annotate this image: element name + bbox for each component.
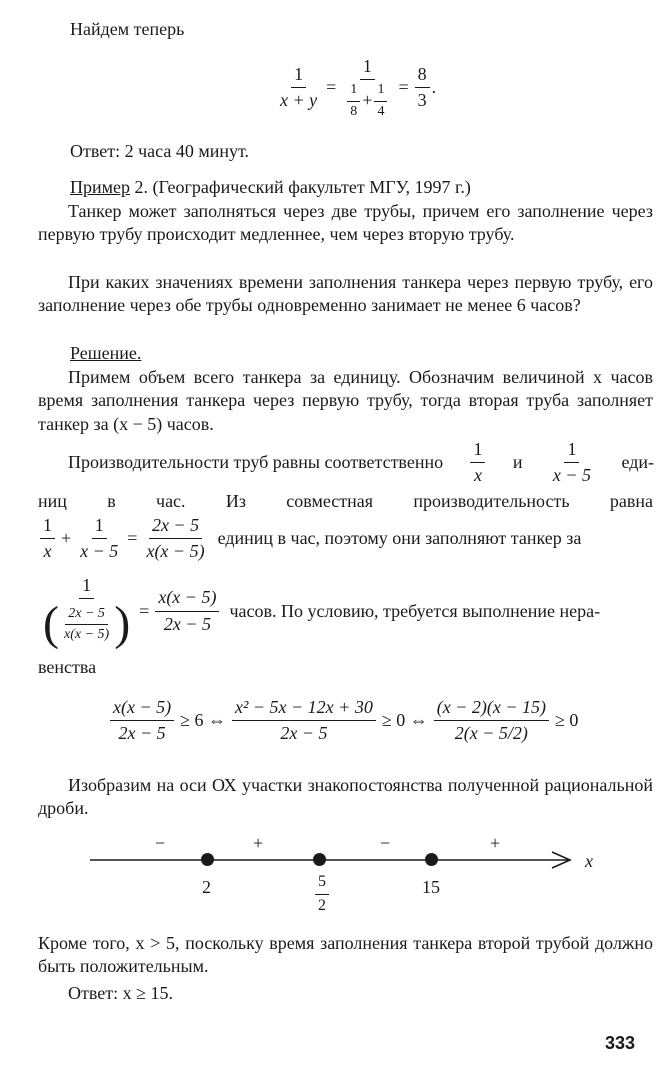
page-number: 333 xyxy=(605,1033,636,1053)
inequality-word: венства xyxy=(38,657,97,677)
point-label-5-2: $\frac{5}{2}$ xyxy=(313,872,331,917)
inequality-chain: $\frac{x(x - 5)}{2x - 5}$ ≥ 6 ⇔ $\frac{\text{x² − 5x − 12x + 30}}{2x - 5}$ ≥ 0 ⇔ $\frac{(x - 2)(x - 15)}{2(x - 5/2)}$ ≥ 0 xyxy=(108,696,582,746)
point-15 xyxy=(425,853,438,866)
axis-intro: Изобразим на оси ОХ участки знакопостоянства полученной рациональной дроби. xyxy=(38,775,653,819)
rates-line: Производительности труб равны соответственно $\frac{1}{x}$ и $\frac{1}{x - 5}$ еди- xyxy=(68,439,654,486)
time-line: 1 ( $\frac{2x - 5}{x(x - 5)}$ ) = $\frac{x(x - 5)}{2x - 5}$ часов. По условию, требуется выполнение нера- xyxy=(43,575,601,651)
example-paragraph-2: При каких значениях времени заполнения танкера через первую трубу, его заполнение через обе трубы одновременно занимает не менее 6 часов? xyxy=(38,272,653,316)
point-2 xyxy=(201,853,214,866)
sign-3: − xyxy=(380,833,391,853)
point-5-2 xyxy=(313,853,326,866)
conclusion-text: Кроме того, x > 5, поскольку время заполнения танкера второй трубой должно быть положительным. xyxy=(38,933,653,977)
equation-sum-rates: $\frac{1}{x + y}$ = 1 $\frac{1}{8}$ + $\frac{1}{4}$ = $\frac{8}{3}$ . xyxy=(280,56,437,119)
sign-2: + xyxy=(253,833,264,853)
axis-label: x xyxy=(585,851,593,871)
solution-label: Решение. xyxy=(70,343,142,363)
sign-1: − xyxy=(155,833,166,853)
answer-2: Ответ: x ≥ 15. xyxy=(68,983,173,1003)
point-label-2: 2 xyxy=(202,877,211,897)
number-line xyxy=(90,848,580,872)
sign-4: + xyxy=(490,833,501,853)
answer-1: Ответ: 2 часа 40 минут. xyxy=(70,141,250,161)
example-paragraph-1: Танкер может заполняться через две трубы, причем его заполнение через первую трубу происходит медленнее, чем через вторую трубу. xyxy=(38,201,653,245)
point-label-15: 15 xyxy=(422,877,440,897)
rates-line-2: ниц в час. Из совместная производительность равна xyxy=(38,491,653,511)
combined-rate-line: $\frac{1}{x}$ + $\frac{1}{x - 5}$ = $\frac{2x - 5}{x(x - 5)}$ единиц в час, поэтому они заполняют танкер за xyxy=(38,514,654,564)
intro-heading: Найдем теперь xyxy=(70,19,185,39)
example-title: Пример 2. (Географический факультет МГУ, 1997 г.) xyxy=(70,177,471,197)
solution-paragraph-1: Примем объем всего танкера за единицу. Обозначим величиной x часов время заполнения танкера через первую трубу, тогда вторая труба заполняет танкер за (x − 5) часов. xyxy=(38,367,653,434)
